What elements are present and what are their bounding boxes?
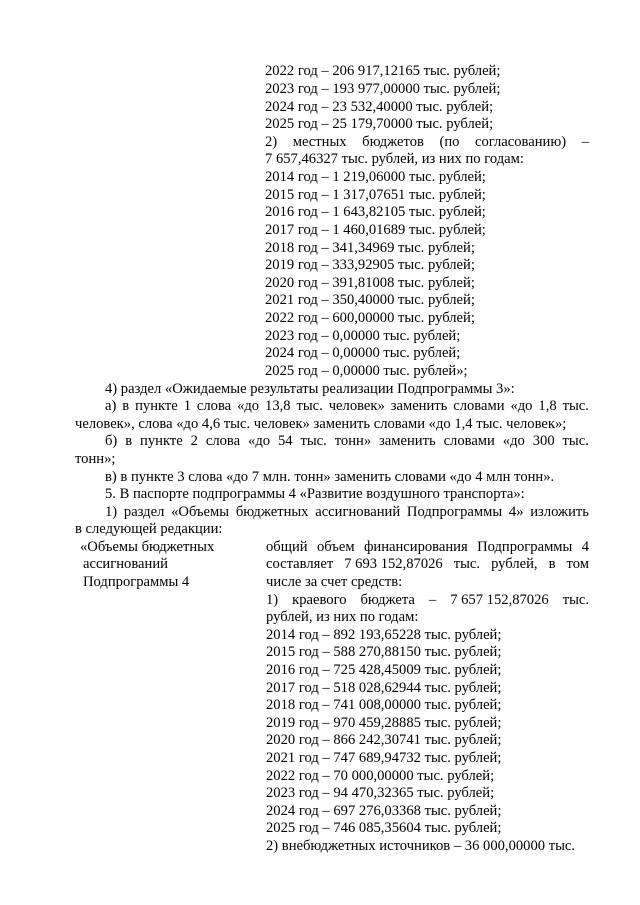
local-year-2020: 2020 год – 391,81008 тыс. рублей; — [265, 275, 475, 291]
table-right-line5: рублей, из них по годам: — [266, 609, 419, 625]
regional-year-2014: 2014 год – 892 193,65228 тыс. рублей; — [266, 627, 502, 643]
word: рублей, — [491, 556, 538, 572]
local-year-2019: 2019 год – 333,92905 тыс. рублей; — [265, 257, 475, 273]
word: б) — [105, 433, 118, 449]
word: Подпрограммы — [406, 504, 503, 520]
word: слова — [205, 433, 241, 449]
table-right-line1 — [266, 539, 589, 557]
table-right-line2 — [266, 556, 589, 574]
word: заменить — [390, 398, 448, 414]
regional-year-2025: 2025 год – 746 085,35604 тыс. рублей; — [266, 820, 502, 836]
top-year-2024: 2024 год – 23 532,40000 тыс. рублей; — [265, 99, 494, 115]
top-year-2022: 2022 год – 206 917,12165 тыс. рублей; — [265, 63, 501, 79]
word: краевого — [292, 592, 347, 608]
word: (по — [439, 134, 460, 150]
table-left-label-2: ассигнований — [83, 556, 168, 572]
word: заменить — [379, 433, 436, 449]
table-right-line4 — [266, 592, 589, 610]
word: 4 — [581, 539, 589, 555]
word: «до — [248, 433, 271, 449]
paragraph-5-1-line1 — [105, 504, 589, 522]
local-year-2017: 2017 год – 1 460,01689 тыс. рублей; — [265, 222, 486, 238]
word: согласованию) — [475, 134, 567, 150]
local-year-2025: 2025 год – 0,00000 тыс. рублей»; — [265, 363, 468, 379]
word: ассигнований — [315, 504, 401, 520]
word: 1) — [266, 592, 279, 608]
regional-year-2024: 2024 год – 697 276,03368 тыс. рублей; — [266, 803, 502, 819]
regional-year-2018: 2018 год – 741 008,00000 тыс. рублей; — [266, 697, 502, 713]
top-year-2023: 2023 год – 193 977,00000 тыс. рублей; — [265, 81, 501, 97]
regional-year-2017: 2017 год – 518 028,62944 тыс. рублей; — [266, 680, 502, 696]
word: 1) — [105, 504, 118, 520]
word: том — [566, 556, 589, 572]
word: тыс. — [296, 398, 323, 414]
word: тыс. — [562, 398, 589, 414]
local-year-2015: 2015 год – 1 317,07651 тыс. рублей; — [265, 187, 486, 203]
local-budgets-total: 7 657,46327 тыс. рублей, из них по годам: — [265, 151, 524, 167]
local-year-2021: 2021 год – 350,40000 тыс. рублей; — [265, 292, 475, 308]
word: пункте — [140, 433, 183, 449]
regional-year-2020: 2020 год – 866 242,30741 тыс. рублей; — [266, 732, 502, 748]
word: в — [122, 398, 130, 414]
word: словами — [453, 398, 505, 414]
word: 300 — [532, 433, 555, 449]
local-year-2024: 2024 год – 0,00000 тыс. рублей; — [265, 345, 461, 361]
local-budgets-heading — [265, 134, 589, 152]
paragraph-b-line2: тонн»; — [75, 451, 116, 467]
paragraph-a-line2: человек», слова «до 4,6 тыс. человек» заменить словами «до 1,4 тыс. человек»; — [75, 416, 567, 432]
table-left-label-1: «Объемы бюджетных — [80, 539, 215, 555]
word: «до — [510, 398, 533, 414]
word: 4» — [508, 504, 524, 520]
paragraph-5: 5. В паспорте подпрограммы 4 «Развитие воздушного транспорта»: — [105, 486, 525, 502]
table-left-label-3: Подпрограммы 4 — [83, 574, 190, 590]
regional-year-2016: 2016 год – 725 428,45009 тыс. рублей; — [266, 662, 502, 678]
word: бюджетов — [362, 134, 424, 150]
word: тонн» — [334, 433, 372, 449]
word: «до — [237, 398, 260, 414]
word: а) — [105, 398, 117, 414]
local-year-2016: 2016 год – 1 643,82105 тыс. рублей; — [265, 204, 486, 220]
paragraph-a-line1 — [105, 398, 589, 416]
word: «Объемы — [171, 504, 230, 520]
word: раздел — [123, 504, 165, 520]
word: тыс. — [562, 433, 589, 449]
word: 1 — [183, 398, 191, 414]
regional-year-2021: 2021 год – 747 689,94732 тыс. рублей; — [266, 750, 502, 766]
word: – — [581, 134, 589, 150]
word: 7 657 152,87026 — [450, 592, 549, 608]
word: в — [548, 556, 556, 572]
local-year-2014: 2014 год – 1 219,06000 тыс. рублей; — [265, 169, 486, 185]
word: «до — [502, 433, 525, 449]
regional-year-2015: 2015 год – 588 270,88150 тыс. рублей; — [266, 644, 502, 660]
local-year-2018: 2018 год – 341,34969 тыс. рублей; — [265, 240, 475, 256]
paragraph-5-1-line2: в следующей редакции: — [75, 521, 223, 537]
word: тыс. — [562, 592, 589, 608]
word: составляет — [266, 556, 334, 572]
word: 2) — [265, 134, 278, 150]
word: 2 — [190, 433, 198, 449]
word: бюджета — [360, 592, 415, 608]
local-year-2022: 2022 год – 600,00000 тыс. рублей; — [265, 310, 475, 326]
word: общий — [266, 539, 308, 555]
extrabudgetary-sources: 2) внебюджетных источников – 36 000,00000 тыс. — [266, 838, 576, 854]
word: Подпрограммы — [477, 539, 573, 555]
word: тыс. — [300, 433, 327, 449]
word: 7 693 152,87026 — [344, 556, 443, 572]
word: изложить — [530, 504, 589, 520]
word: объем — [316, 539, 355, 555]
word: словами — [443, 433, 495, 449]
local-year-2023: 2023 год – 0,00000 тыс. рублей; — [265, 328, 461, 344]
word: человек» — [328, 398, 385, 414]
regional-year-2022: 2022 год – 70 000,00000 тыс. рублей; — [266, 768, 495, 784]
top-year-2025: 2025 год – 25 179,70000 тыс. рублей; — [265, 116, 494, 132]
word: в — [125, 433, 133, 449]
paragraph-b-line1 — [105, 433, 589, 451]
paragraph-v: в) в пункте 3 слова «до 7 млн. тонн» заменить словами «до 4 млн тонн». — [105, 469, 555, 485]
regional-year-2019: 2019 год – 970 459,28885 тыс. рублей; — [266, 715, 502, 731]
word: – — [428, 592, 437, 608]
word: 13,8 — [265, 398, 291, 414]
word: 1,8 — [538, 398, 557, 414]
word: слова — [196, 398, 232, 414]
paragraph-4: 4) раздел «Ожидаемые результаты реализации Подпрограммы 3»: — [105, 381, 515, 397]
word: бюджетных — [235, 504, 309, 520]
regional-year-2023: 2023 год – 94 470,32365 тыс. рублей; — [266, 785, 495, 801]
table-right-line3: числе за счет средств: — [266, 574, 403, 590]
word: тыс. — [453, 556, 481, 572]
word: 54 — [277, 433, 293, 449]
word: финансирования — [363, 539, 468, 555]
word: местных — [292, 134, 347, 150]
word: пункте — [135, 398, 178, 414]
